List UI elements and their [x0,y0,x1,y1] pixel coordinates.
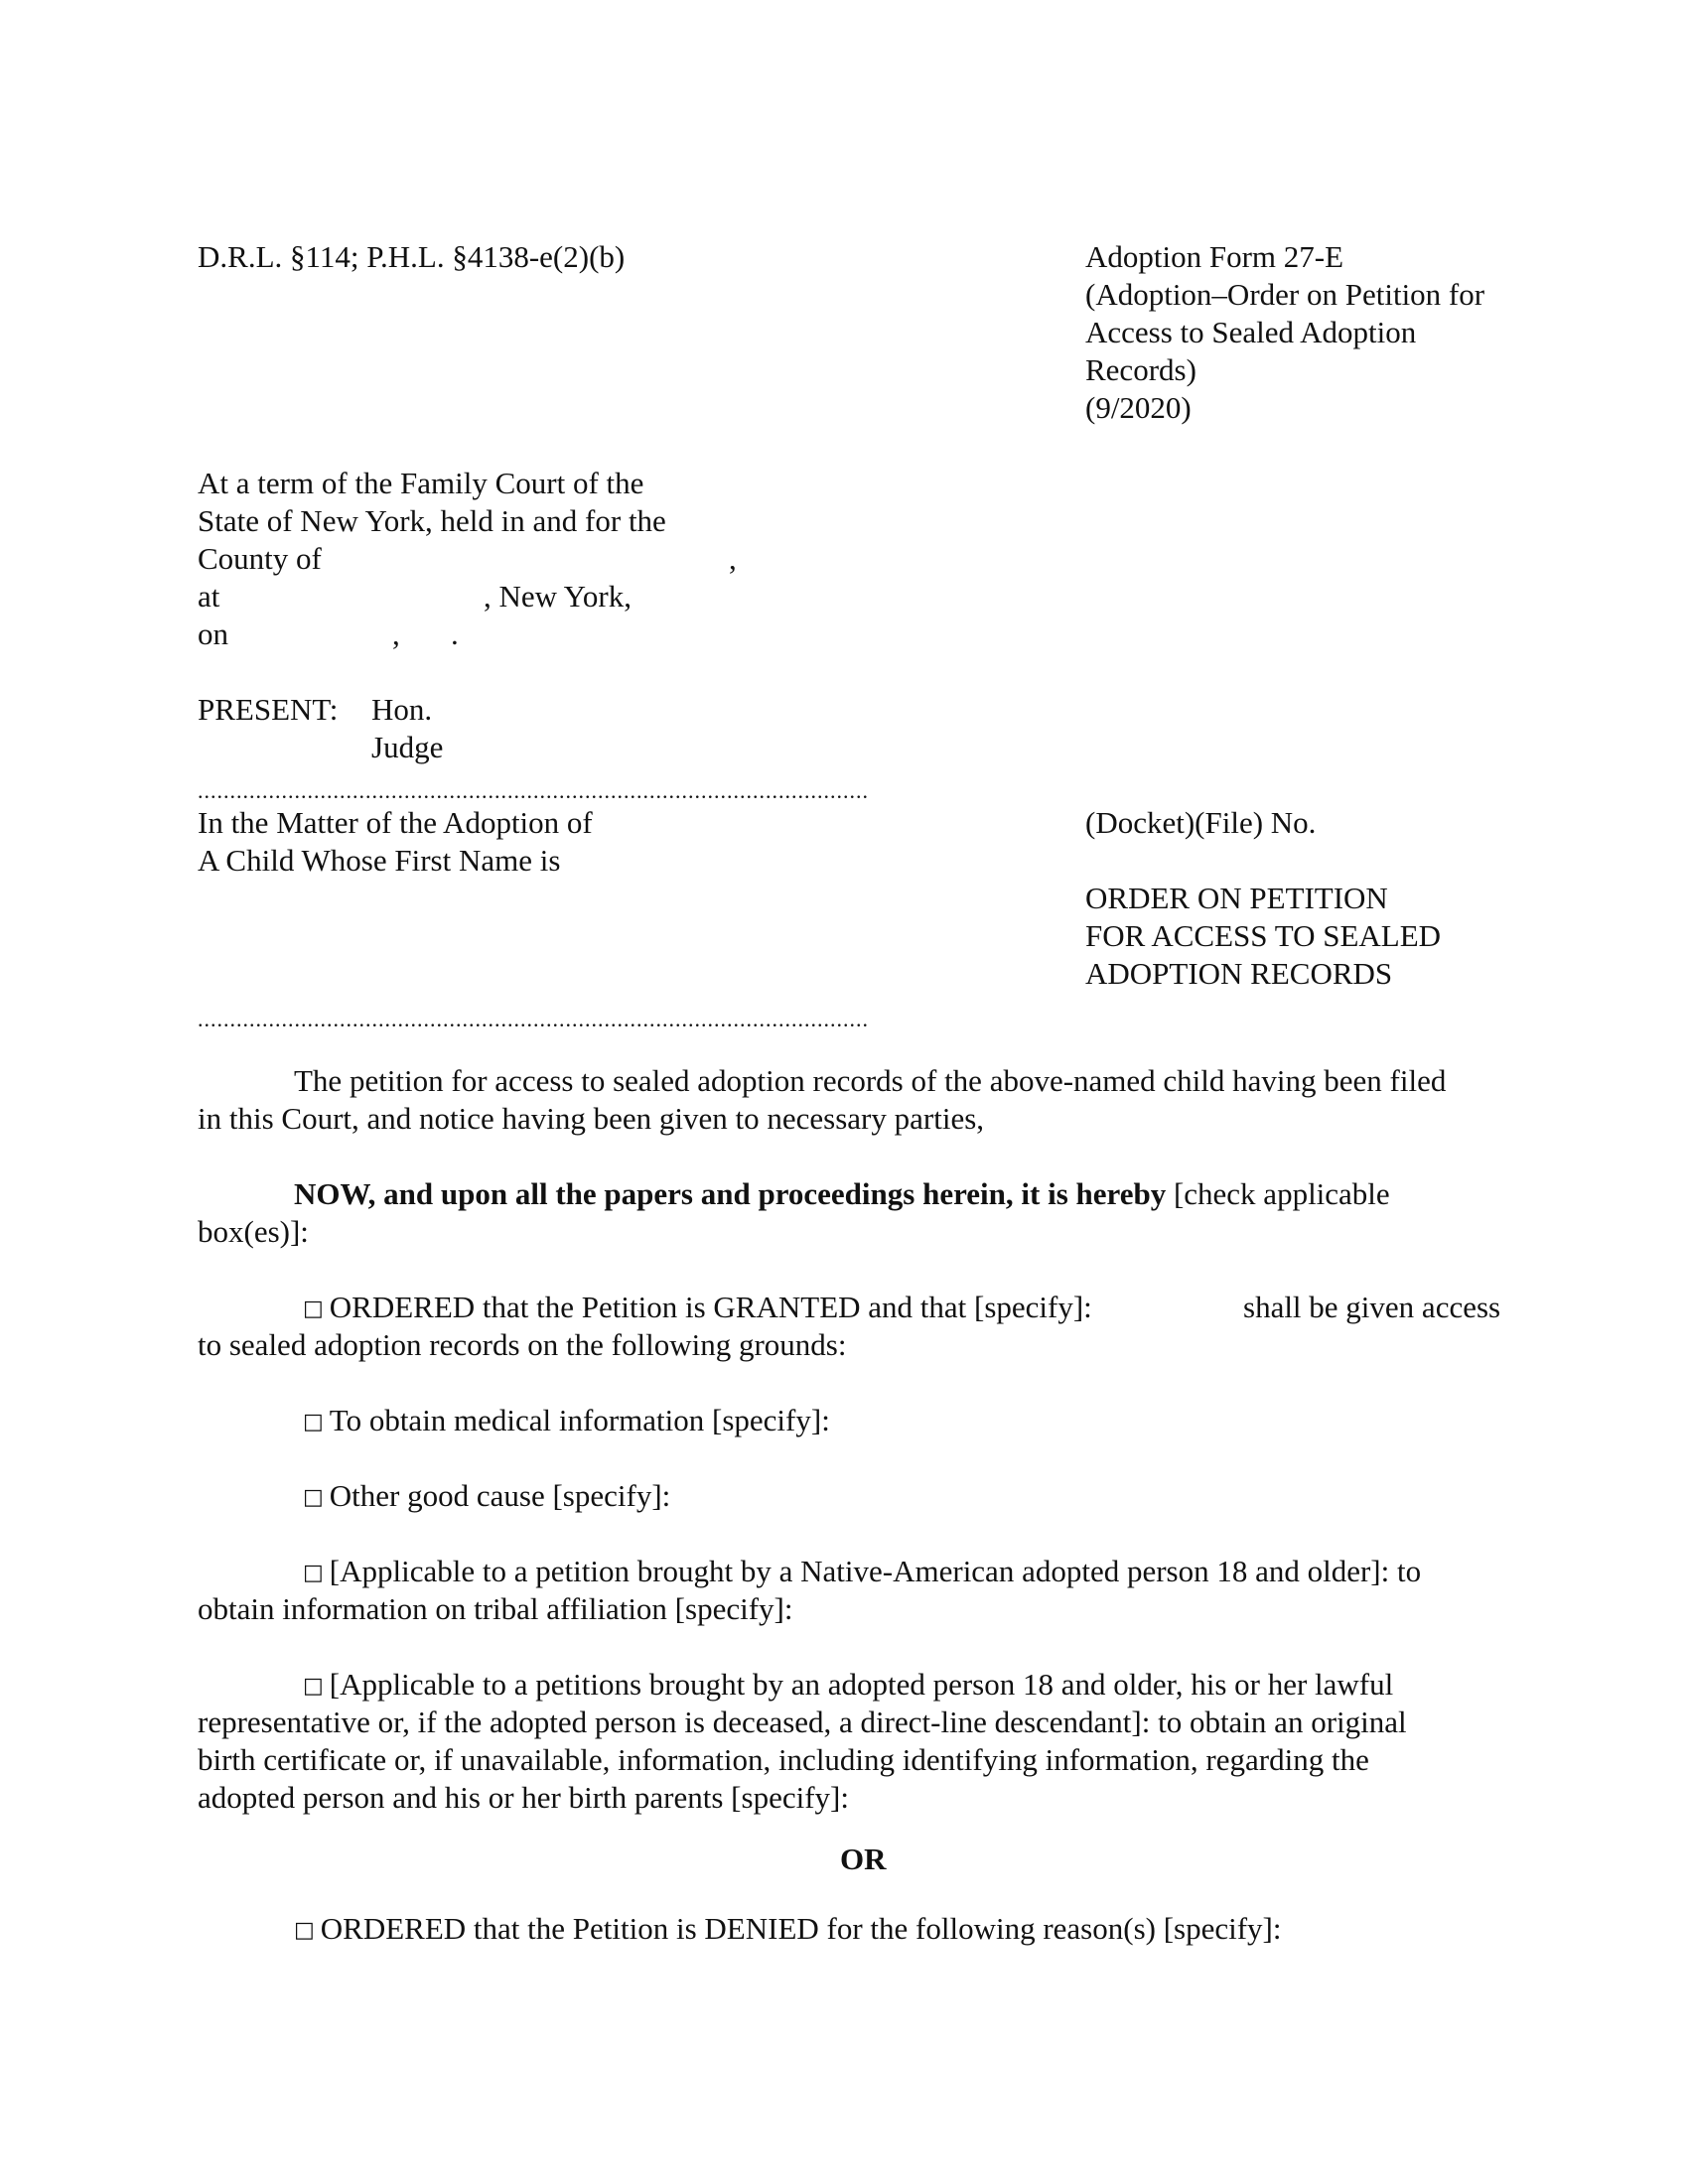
order-title-line: ADOPTION RECORDS [1085,956,1393,991]
form-label-line: Adoption Form 27-E [1085,239,1344,274]
form-label-line: Records) [1085,352,1196,387]
form-revision-date: (9/2020) [1085,390,1192,425]
native-american-line2: obtain information on tribal affiliation [specify]: [198,1591,793,1626]
order-title-line: ORDER ON PETITION [1085,881,1388,915]
medical-text: To obtain medical information [specify]: [329,1403,830,1437]
at-label: at [198,579,220,614]
form-label-line: (Adoption–Order on Petition for [1085,277,1485,312]
or-separator: OR [840,1842,887,1876]
medical-checkbox[interactable]: □ [303,1410,324,1434]
on-label: on [198,616,228,651]
statute-citation: D.R.L. §114; P.H.L. §4138-e(2)(b) [198,239,626,274]
granted-checkbox[interactable]: □ [303,1297,324,1321]
form-label-line: Access to Sealed Adoption [1085,315,1417,349]
denied-text: ORDERED that the Petition is DENIED for the following reason(s) [specify]: [320,1911,1282,1946]
matter-line: A Child Whose First Name is [198,843,561,878]
new-york-label: , New York, [484,579,632,614]
adult-adoptee-line: representative or, if the adopted person is deceased, a direct-line descendant]: to obtain an original [198,1705,1407,1739]
native-american-option [303,1553,1421,1592]
county-label: County of [198,541,322,576]
matter-line: In the Matter of the Adoption of [198,805,593,840]
now-bold-text: NOW, and upon all the papers and proceedings herein, it is hereby [294,1176,1167,1211]
caption-divider-bottom: ........................................................................................................ [198,1007,869,1031]
native-american-text: [Applicable to a petition brought by a Native-American adopted person 18 and older]: to [329,1554,1422,1588]
medical-option [303,1402,830,1441]
adult-adoptee-text: [Applicable to a petitions brought by an adopted person 18 and older, his or her lawful [329,1667,1394,1702]
intro-paragraph-line: The petition for access to sealed adoption records of the above-named child having been filed [294,1063,1447,1098]
granted-line2: to sealed adoption records on the following grounds: [198,1327,847,1362]
granted-option [303,1289,1092,1328]
county-comma: , [729,541,737,576]
granted-tail: shall be given access [1243,1290,1501,1324]
intro-paragraph-line: in this Court, and notice having been given to necessary parties, [198,1101,985,1136]
docket-number-label: (Docket)(File) No. [1085,805,1317,840]
judge-label: Judge [371,730,444,764]
now-paragraph-line2: box(es)]: [198,1214,309,1249]
granted-text: ORDERED that the Petition is GRANTED and that [specify]: [329,1290,1092,1324]
denied-checkbox[interactable]: □ [294,1918,315,1943]
other-cause-option [303,1477,670,1517]
hon-label: Hon. [371,692,433,727]
native-american-checkbox[interactable]: □ [303,1561,324,1585]
court-term-line: State of New York, held in and for the [198,503,666,538]
now-paragraph [294,1175,1390,1213]
caption-divider-top: ........................................................................................................ [198,778,869,803]
date-period: . [451,616,459,651]
adult-adoptee-checkbox[interactable]: □ [303,1674,324,1699]
adult-adoptee-option [303,1666,1393,1706]
order-title-line: FOR ACCESS TO SEALED [1085,918,1442,953]
other-cause-checkbox[interactable]: □ [303,1485,324,1510]
adult-adoptee-line: birth certificate or, if unavailable, information, including identifying information, regarding the [198,1742,1369,1777]
present-label: PRESENT: [198,692,339,727]
other-cause-text: Other good cause [specify]: [329,1478,671,1513]
court-term-line: At a term of the Family Court of the [198,466,644,500]
date-comma: , [392,616,400,651]
denied-option [294,1910,1282,1950]
now-instruction-text: [check applicable [1166,1176,1390,1211]
adult-adoptee-line: adopted person and his or her birth parents [specify]: [198,1780,849,1815]
